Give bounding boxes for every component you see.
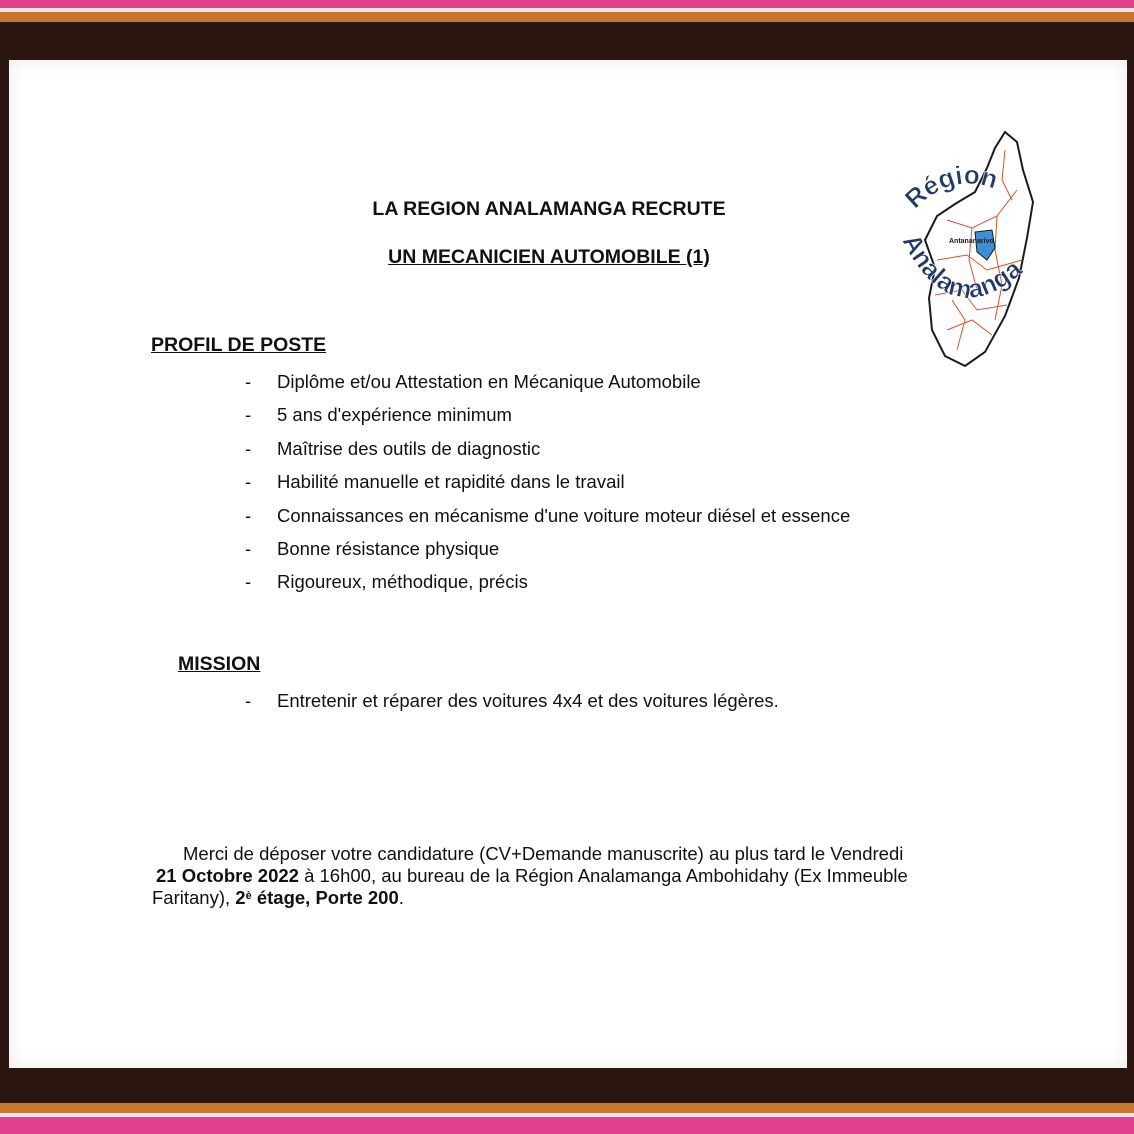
profil-item-text: Connaissances en mécanisme d'une voiture moteur diésel et essence	[277, 504, 851, 526]
bullet-dash: -	[245, 504, 252, 526]
application-instructions	[152, 843, 952, 909]
mission-heading: MISSION	[178, 653, 261, 675]
job-title: UN MECANICIEN AUTOMOBILE (1)	[388, 246, 710, 268]
closing-line-2	[152, 865, 952, 887]
profil-item-text: Diplôme et/ou Attestation en Mécanique Automobile	[277, 371, 701, 392]
region-analamanga-logo	[877, 120, 1057, 370]
bullet-dash: -	[245, 437, 252, 459]
profil-item-text: Habilité manuelle et rapidité dans le travail	[277, 471, 625, 493]
profil-item-text: Bonne résistance physique	[277, 537, 500, 559]
bullet-dash: -	[245, 471, 252, 493]
bullet-dash: -	[245, 371, 252, 392]
madagascar-map-icon	[877, 120, 1057, 370]
floor-number: 2	[235, 887, 246, 908]
profil-item-text: Maîtrise des outils de diagnostic	[277, 437, 541, 459]
logo-word-region: Région	[898, 159, 1002, 215]
frame-stripe-orange-bottom	[0, 1103, 1134, 1113]
closing-period: .	[398, 887, 404, 908]
floor-and-door: étage, Porte 200	[251, 887, 399, 908]
frame-stripe-orange-top	[0, 12, 1134, 22]
logo-word-analamanga: Analamanga	[896, 228, 1028, 305]
bullet-dash: -	[245, 690, 252, 711]
closing-line-2-text: à 16h00, au bureau de la Région Analamanga Ambohidahy (Ex Immeuble	[298, 865, 908, 886]
mission-item-text: Entretenir et réparer des voitures 4x4 et des voitures légères.	[277, 690, 779, 711]
deadline-date: 21 Octobre 2022	[156, 865, 299, 886]
closing-line-3	[152, 887, 952, 909]
floor-superscript: è	[245, 890, 252, 902]
bullet-dash: -	[245, 571, 252, 593]
closing-line-1: Merci de déposer votre candidature (CV+Demande manuscrite) au plus tard le Vendredi	[183, 843, 904, 864]
profil-item-text: 5 ans d'expérience minimum	[277, 404, 512, 426]
profil-item-text: Rigoureux, méthodique, précis	[277, 571, 528, 593]
bullet-dash: -	[245, 537, 252, 559]
frame-stripe-pink-top	[0, 0, 1134, 8]
logo-capital-label: Antananarivo	[949, 238, 994, 245]
page-title: LA REGION ANALAMANGA RECRUTE	[372, 198, 726, 220]
document-page	[9, 60, 1127, 1068]
frame-stripe-pink-bottom	[0, 1117, 1134, 1134]
profil-heading: PROFIL DE POSTE	[151, 334, 327, 356]
closing-line-3-start: Faritany),	[152, 887, 236, 908]
bullet-dash: -	[245, 404, 252, 426]
